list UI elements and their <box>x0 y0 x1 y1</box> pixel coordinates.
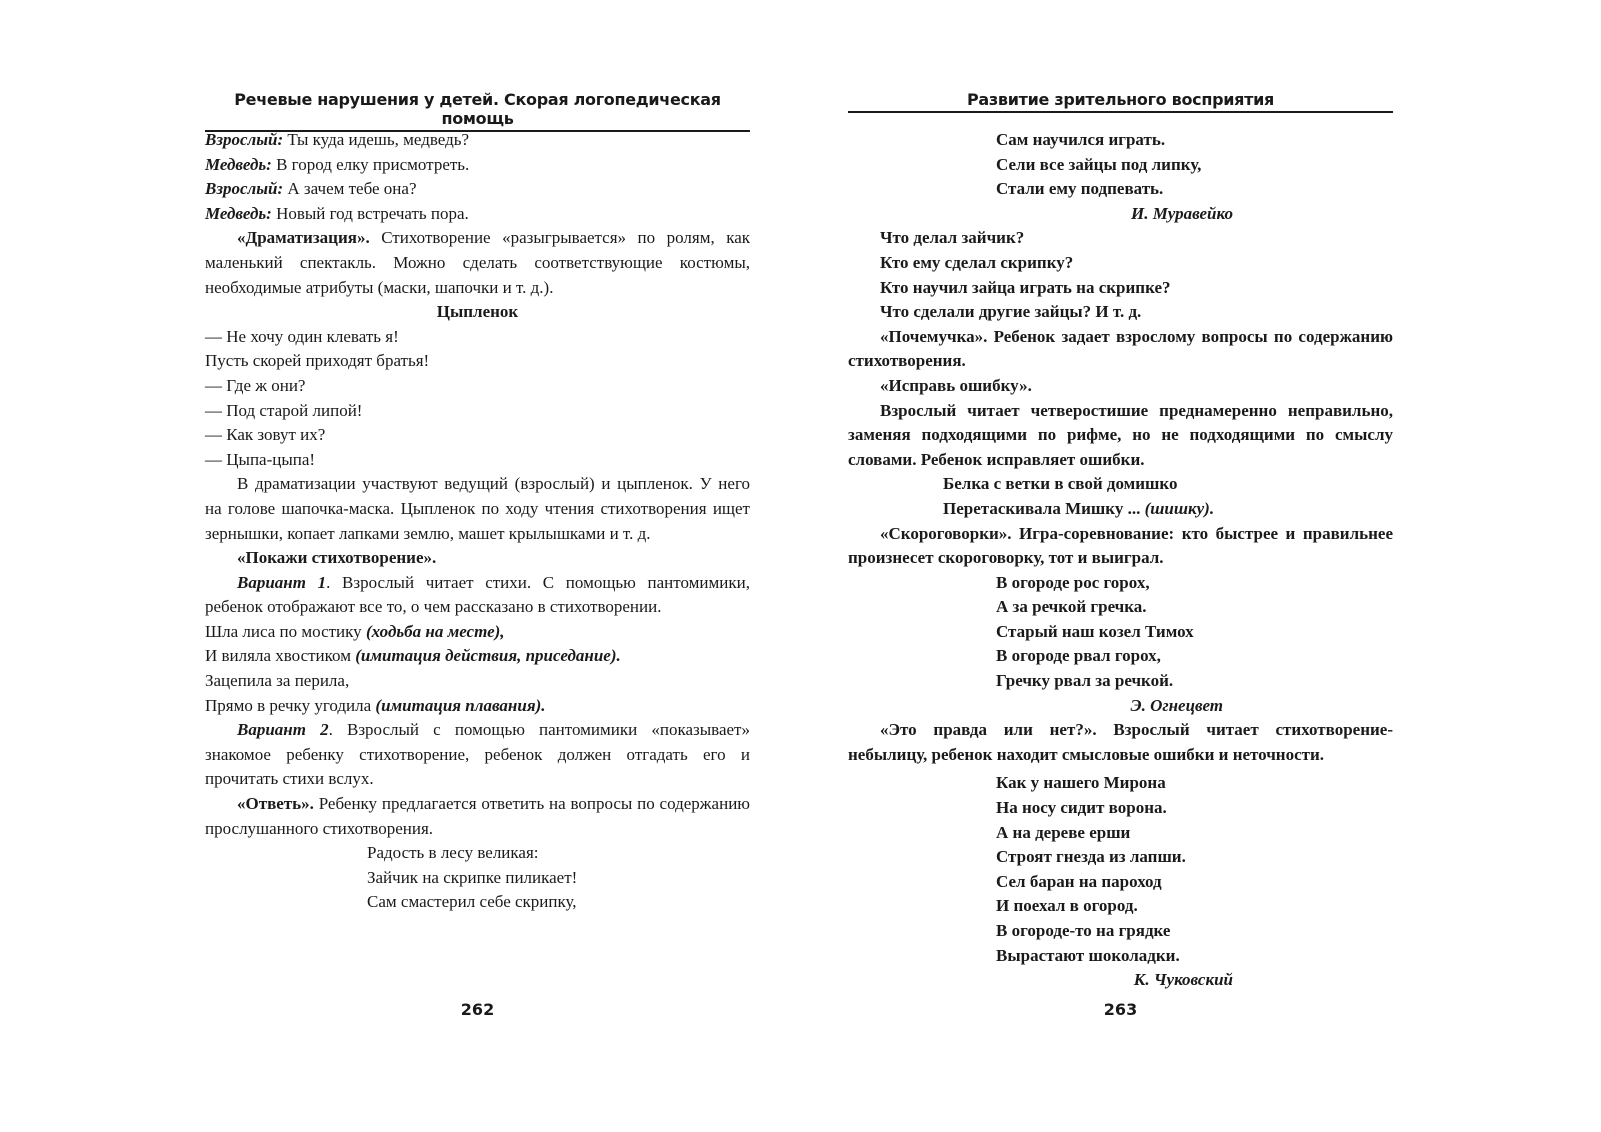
poem-line: — Не хочу один клевать я! <box>205 326 399 346</box>
truth-line: Строят гнезда из лапши. <box>996 847 1186 867</box>
show-poem-heading: «Покажи стихотворение». <box>237 548 437 568</box>
poem-author: Э. Огнецвет <box>1130 695 1223 715</box>
truth-line: Вырастают шоколадки. <box>996 945 1180 965</box>
poem-line: Стали ему подпевать. <box>996 179 1164 199</box>
truth-line: И поехал в огород. <box>996 896 1138 916</box>
fix-heading: «Исправь ошибку». <box>880 375 1032 395</box>
dramatization-paragraph: «Драматизация». Стихотворение «разыгрывается» по ролям, как маленький спектакль. Можно сделать соответствующие костюмы, необходимые атрибуты (маски, шапочки и т. д.). <box>205 228 750 297</box>
dialog-line: Медведь: В город елку присмотреть. <box>205 154 470 174</box>
tongue-line: В огороде рвал горох, <box>996 646 1161 666</box>
dialog-line: Медведь: Новый год встречать пора. <box>205 203 469 223</box>
variant1-line: Зацепила за перила, <box>205 671 350 691</box>
variant1-paragraph: Вариант 1. Взрослый читает стихи. С помощью пантомимики, ребенок отображают все то, о чем рассказано в стихотворении. <box>205 572 750 617</box>
poem-line: — Цыпа-цыпа! <box>205 449 316 469</box>
drama-paragraph: В драматизации участвуют ведущий (взрослый) и цыпленок. У него на голове шапочка-маска. Цыпленок по ходу чтения стихотворения ищет зернышки, копает лапками землю, машет крылышками и т. д. <box>205 474 750 543</box>
dialog-line: Взрослый: А зачем тебе она? <box>205 179 417 199</box>
truth-line: Как у нашего Мирона <box>996 773 1166 793</box>
answer-paragraph: «Ответь». Ребенку предлагается ответить на вопросы по содержанию прослушанного стихотворения. <box>205 794 750 838</box>
fix-paragraph: Взрослый читает четверостишие преднамеренно неправильно, заменяя подходящими по рифме, но не подходящими по смыслу словами. Ребенок исправляет ошибки. <box>848 400 1393 469</box>
poem-line: — Где ж они? <box>205 375 306 395</box>
tongue-paragraph: «Скороговорки». Игра-соревнование: кто быстрее и правильнее произнесет скороговорку, тот и выиграл. <box>848 523 1393 568</box>
variant2-paragraph: Вариант 2. Взрослый с помощью пантомимики «показывает» знакомое ребенку стихотворение, ребенок должен отгадать его и прочитать стихи вслух. <box>205 720 750 789</box>
question-line: Кто научил зайца играть на скрипке? <box>880 277 1171 297</box>
question-line: Что делал зайчик? <box>880 228 1025 248</box>
poem2-line: Радость в лесу великая: <box>367 843 539 863</box>
truth-line: На носу сидит ворона. <box>996 798 1167 818</box>
page-number-left: 262 <box>460 1000 495 1019</box>
poem-line: — Под старой липой! <box>205 400 363 420</box>
poem-line: Сам научился играть. <box>996 130 1166 149</box>
right-page-text <box>848 128 1393 993</box>
poem-line: — Как зовут их? <box>205 425 326 445</box>
poem-title: Цыпленок <box>436 302 519 322</box>
poem-line: Сели все зайцы под липку, <box>996 154 1202 174</box>
running-head-right: Развитие зрительного восприятия <box>848 90 1393 113</box>
variant1-line: Прямо в речку угодила (имитация плавания). <box>205 695 546 715</box>
truth-paragraph: «Это правда или нет?». Взрослый читает стихотворение-небылицу, ребенок находит смысловые ошибки и неточности. <box>848 720 1393 764</box>
page-number-right: 263 <box>1103 1000 1138 1019</box>
left-page-text <box>205 128 750 915</box>
fix-line: Перетаскивала Мишку ... (шишку). <box>943 498 1215 518</box>
question-line: Что сделали другие зайцы? И т. д. <box>880 302 1142 322</box>
poem-author: К. Чуковский <box>1133 970 1233 990</box>
dialog-line: Взрослый: Ты куда идешь, медведь? <box>205 130 470 149</box>
poem2-line: Сам смастерил себе скрипку, <box>367 892 577 912</box>
tongue-line: Старый наш козел Тимох <box>996 621 1194 641</box>
fix-line: Белка с ветки в свой домишко <box>943 474 1178 494</box>
tongue-line: Гречку рвал за речкой. <box>996 671 1174 691</box>
why-paragraph: «Почемучка». Ребенок задает взрослому вопросы по содержанию стихотворения. <box>848 326 1393 371</box>
variant1-line: Шла лиса по мостику (ходьба на месте), <box>205 621 505 641</box>
poem2-line: Зайчик на скрипке пиликает! <box>367 867 578 887</box>
poem-author: И. Муравейко <box>1130 203 1233 223</box>
truth-line: Сел баран на пароход <box>996 871 1162 891</box>
poem-line: Пусть скорей приходят братья! <box>205 351 430 371</box>
truth-line: А на дереве ерши <box>996 822 1131 842</box>
tongue-line: В огороде рос горох, <box>996 572 1150 592</box>
tongue-line: А за речкой гречка. <box>996 597 1147 617</box>
truth-line: В огороде-то на грядке <box>996 921 1171 940</box>
question-line: Кто ему сделал скрипку? <box>880 252 1074 272</box>
variant1-line: И виляла хвостиком (имитация действия, приседание). <box>205 646 621 666</box>
running-head-left: Речевые нарушения у детей. Скорая логопедическая помощь <box>205 90 750 132</box>
